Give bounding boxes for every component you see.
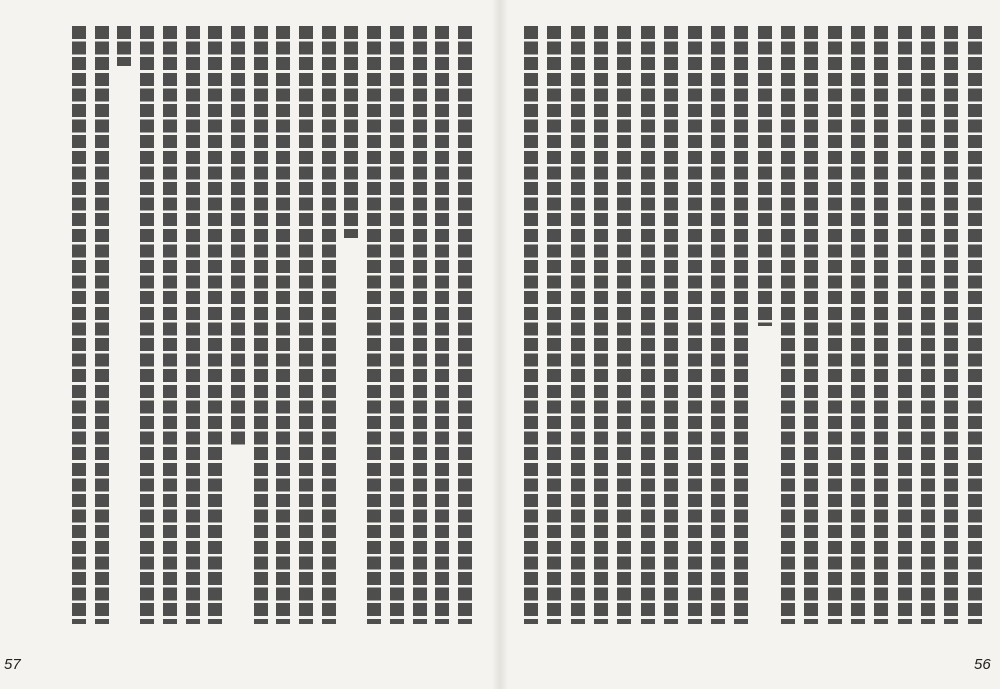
text-column bbox=[664, 26, 678, 624]
text-column bbox=[594, 26, 608, 624]
text-column bbox=[72, 26, 86, 624]
text-column bbox=[413, 26, 427, 624]
text-column bbox=[390, 26, 404, 624]
text-column bbox=[344, 26, 358, 238]
text-column bbox=[435, 26, 449, 624]
text-column bbox=[804, 26, 818, 624]
text-column bbox=[140, 26, 154, 624]
text-column bbox=[944, 26, 958, 624]
text-column bbox=[117, 26, 131, 66]
text-column bbox=[571, 26, 585, 624]
text-column bbox=[208, 26, 222, 624]
text-column bbox=[276, 26, 290, 624]
text-column bbox=[968, 26, 982, 624]
text-column bbox=[734, 26, 748, 624]
text-column bbox=[758, 26, 772, 326]
text-column bbox=[781, 26, 795, 624]
text-column bbox=[711, 26, 725, 624]
text-column bbox=[163, 26, 177, 624]
text-column bbox=[186, 26, 200, 624]
page-number: 56 bbox=[974, 656, 991, 673]
right-page bbox=[500, 0, 1000, 689]
text-column bbox=[851, 26, 865, 624]
text-column bbox=[828, 26, 842, 624]
text-column bbox=[641, 26, 655, 624]
text-column bbox=[299, 26, 313, 624]
text-column bbox=[231, 26, 245, 446]
text-column bbox=[367, 26, 381, 624]
right-page-text-block bbox=[524, 26, 982, 624]
left-page-text-block bbox=[72, 26, 472, 624]
text-column bbox=[921, 26, 935, 624]
text-column bbox=[524, 26, 538, 624]
page-number: 57 bbox=[4, 656, 21, 673]
text-column bbox=[898, 26, 912, 624]
text-column bbox=[254, 26, 268, 624]
text-column bbox=[547, 26, 561, 624]
text-column bbox=[617, 26, 631, 624]
text-column bbox=[322, 26, 336, 624]
text-column bbox=[688, 26, 702, 624]
text-column bbox=[458, 26, 472, 624]
text-column bbox=[874, 26, 888, 624]
text-column bbox=[95, 26, 109, 624]
